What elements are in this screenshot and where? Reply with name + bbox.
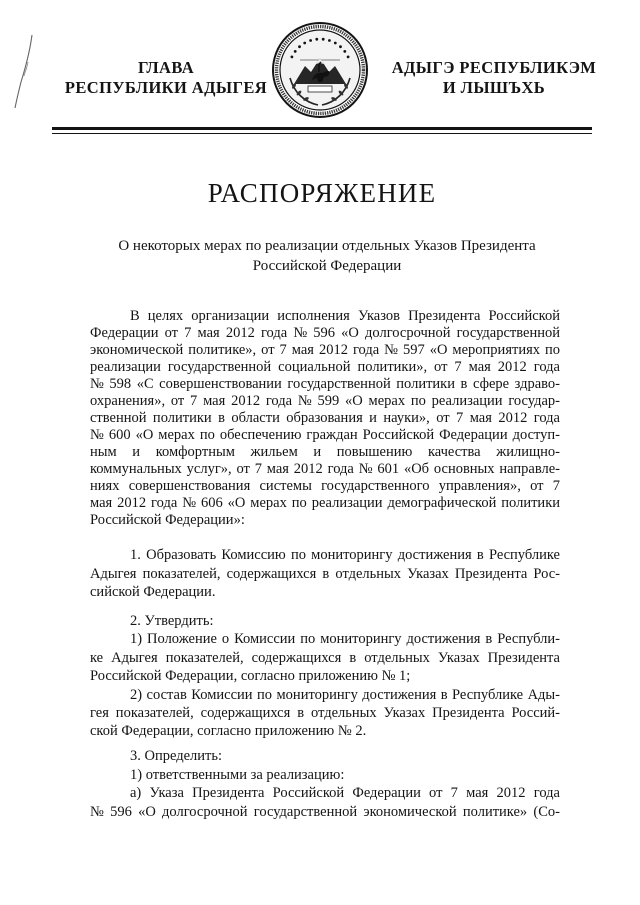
body-line: 2. Утвердить:	[130, 613, 214, 629]
body-line: экономической политике», от 7 мая 2012 года № 597 «О мероприятиях по	[90, 342, 560, 358]
body-line: ственной политики в области образования и науки», от 7 мая 2012 года	[90, 410, 560, 426]
item-2-paragraph	[90, 612, 560, 741]
issuer-region-adyghe: АДЫГЭ РЕСПУБЛИКЭМ	[391, 58, 597, 77]
body-line: ке Адыгея показателей, содержащихся в отдельных Указах Президента	[90, 649, 560, 666]
body-line: реализации государственной социальной политики», от 7 мая 2012 года	[90, 359, 560, 375]
item-1-paragraph	[90, 546, 560, 602]
body-line: мая 2012 года № 606 «О мерах по реализации демографической политики	[90, 495, 560, 511]
coat-of-arms-icon	[270, 20, 370, 120]
header-rule-thick	[52, 127, 592, 130]
header-rule-thin	[52, 133, 592, 134]
body-line: № 600 «О мерах по обеспечению граждан Российской Федерации доступ-	[90, 427, 560, 443]
document-subject	[90, 236, 564, 276]
body-line: Адыгея показателей, содержащихся в отдельных Указах Президента Рос-	[90, 565, 560, 582]
body-line: ниях совершенствования системы государственного управления», от 7	[90, 478, 560, 494]
body-line: 1) ответственными за реализацию:	[130, 766, 345, 783]
body-line: ской Федерации, согласно приложению № 2.	[90, 723, 367, 740]
issuer-title-adyghe: И ЛЫШЪХЬ	[442, 78, 546, 97]
subject-line: Российской Федерации	[252, 258, 402, 274]
body-line: гея показателей, содержащихся в отдельных Указах Президента Россий-	[90, 705, 560, 722]
document-title: РАСПОРЯЖЕНИЕ	[207, 178, 437, 208]
body-line: сийской Федерации.	[90, 584, 216, 600]
body-line: Федерации от 7 мая 2012 года № 596 «О долгосрочной государственной	[90, 325, 560, 341]
subject-line: О некоторых мерах по реализации отдельных Указов Президента	[118, 238, 536, 254]
body-line: Российской Федерации»:	[90, 512, 245, 528]
item-3-paragraph	[90, 747, 560, 821]
body-line: № 596 «О долгосрочной государственной экономической политике» (Со-	[90, 803, 560, 820]
body-line: 1) Положение о Комиссии по мониторингу достижения в Республи-	[130, 631, 560, 648]
body-line: коммунальных услуг», от 7 мая 2012 года № 601 «Об основных направле-	[90, 461, 560, 477]
body-line: 3. Определить:	[130, 748, 223, 764]
preamble-paragraph	[90, 308, 560, 529]
issuer-block-adyghe	[382, 58, 606, 98]
margin-pen-mark	[6, 32, 40, 112]
body-line: Российской Федерации, согласно приложению № 1;	[90, 668, 411, 685]
issuer-title: ГЛАВА	[137, 58, 195, 77]
issuer-block-russian	[51, 58, 281, 98]
body-line: ным и комфортным жильем и повышению качества жилищно-	[90, 444, 560, 460]
body-line: В целях организации исполнения Указов Президента Российской	[130, 308, 560, 324]
body-line: а) Указа Президента Российской Федерации от 7 мая 2012 года	[130, 785, 560, 802]
issuer-region: РЕСПУБЛИКИ АДЫГЕЯ	[64, 78, 268, 97]
body-line: охранения», от 7 мая 2012 года № 599 «О мерах по реализации государ-	[90, 393, 560, 409]
body-line: 2) состав Комиссии по мониторингу достижения в Республике Ады-	[130, 686, 560, 703]
body-line: № 598 «С совершенствовании государственной политики в сфере здраво-	[90, 376, 560, 392]
body-line: 1. Образовать Комиссию по мониторингу достижения в Республике	[130, 547, 560, 563]
